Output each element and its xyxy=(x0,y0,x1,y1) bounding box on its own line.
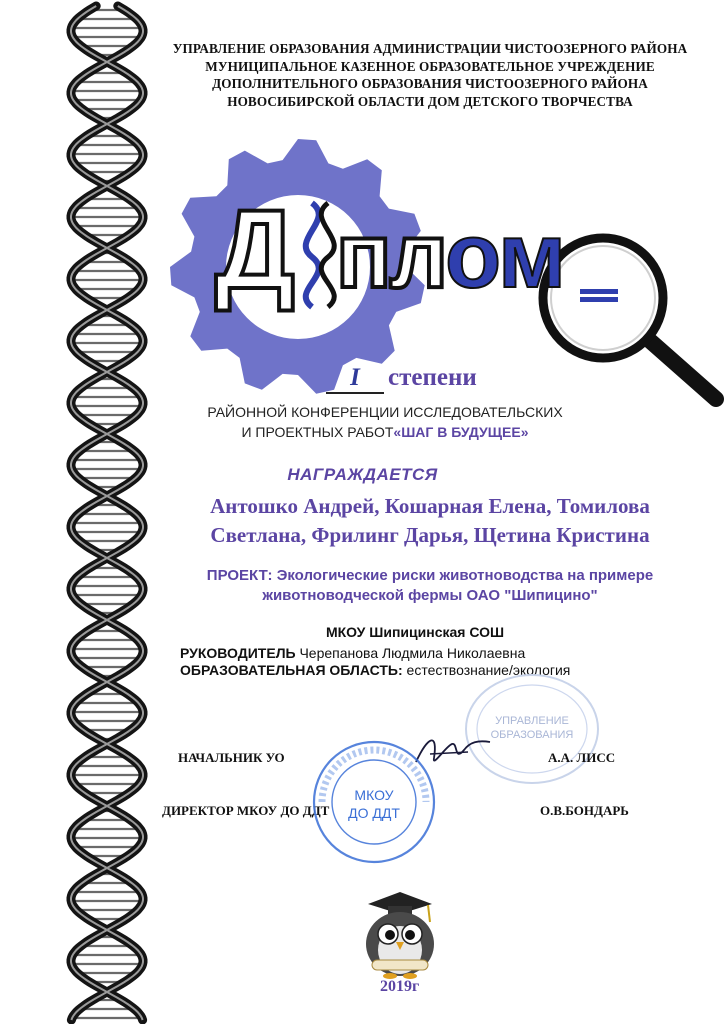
director-name: О.В.БОНДАРЬ xyxy=(540,803,629,818)
head-name: А.А. ЛИСС xyxy=(548,750,616,765)
names-line: Антошко Андрей, Кошарная Елена, Томилова xyxy=(210,494,650,518)
conference-name: «ШАГ В БУДУЩЕЕ» xyxy=(393,424,529,440)
year: 2019г xyxy=(380,978,420,995)
diploma-word-art xyxy=(215,187,618,312)
svg-text:пл: пл xyxy=(336,205,447,307)
project-line: животноводческой фермы ОАО "Шипицино" xyxy=(262,587,598,604)
degree-line xyxy=(326,364,477,398)
project-title xyxy=(150,566,710,606)
conference-line: РАЙОННОЙ КОНФЕРЕНЦИИ ИССЛЕДОВАТЕЛЬСКИХ xyxy=(207,404,563,420)
stamp-line: ДО ДДТ xyxy=(348,805,400,821)
leader-block xyxy=(180,645,680,679)
project-line: ПРОЕКТ: Экологические риски животноводства на примере xyxy=(206,567,654,584)
header-line: НОВОСИБИРСКОЙ ОБЛАСТИ ДОМ ДЕТСКОГО ТВОРЧЕСТВА xyxy=(227,93,633,109)
svg-text:Д: Д xyxy=(215,187,295,312)
director-title: ДИРЕКТОР МКОУ ДО ДДТ xyxy=(162,803,330,818)
leader-label: РУКОВОДИТЕЛЬ xyxy=(180,645,296,661)
area-value: естествознание/экология xyxy=(406,662,571,678)
leader-name: Черепанова Людмила Николаевна xyxy=(299,645,526,661)
issuer-header xyxy=(150,40,710,110)
head-title: НАЧАЛЬНИК УО xyxy=(178,750,285,765)
header-line: ДОПОЛНИТЕЛЬНОГО ОБРАЗОВАНИЯ ЧИСТООЗЕРНОГО РАЙОНА xyxy=(212,76,648,91)
awarded-label: НАГРАЖДАЕТСЯ xyxy=(287,465,438,484)
names-line: Светлана, Фрилинг Дарья, Щетина Кристина xyxy=(210,523,650,547)
svg-text:ОБРАЗОВАНИЯ: ОБРАЗОВАНИЯ xyxy=(490,729,574,741)
conference-line: И ПРОЕКТНЫХ РАБОТ xyxy=(241,424,394,440)
svg-text:ом: ом xyxy=(445,205,565,307)
magnifier-icon xyxy=(543,238,716,399)
degree-number: I xyxy=(326,364,384,394)
ddt-stamp xyxy=(308,738,440,866)
header-line: МУНИЦИПАЛЬНОЕ КАЗЕННОЕ ОБРАЗОВАТЕЛЬНОЕ УЧРЕЖДЕНИЕ xyxy=(205,58,655,74)
degree-word: степени xyxy=(388,364,477,391)
owl-mascot-icon xyxy=(352,888,448,983)
svg-text:УПРАВЛЕНИЕ: УПРАВЛЕНИЕ xyxy=(495,715,569,727)
conference-title xyxy=(175,402,595,442)
area-label: ОБРАЗОВАТЕЛЬНАЯ ОБЛАСТЬ: xyxy=(180,662,403,678)
school-name: МКОУ Шипицинская СОШ xyxy=(325,624,505,640)
header-line: УПРАВЛЕНИЕ ОБРАЗОВАНИЯ АДМИНИСТРАЦИИ ЧИСТООЗЕРНОГО РАЙОНА xyxy=(172,41,688,56)
dna-helix-decoration xyxy=(52,0,162,1024)
recipient-names xyxy=(150,492,710,550)
stamp-line: МКОУ xyxy=(354,787,394,803)
